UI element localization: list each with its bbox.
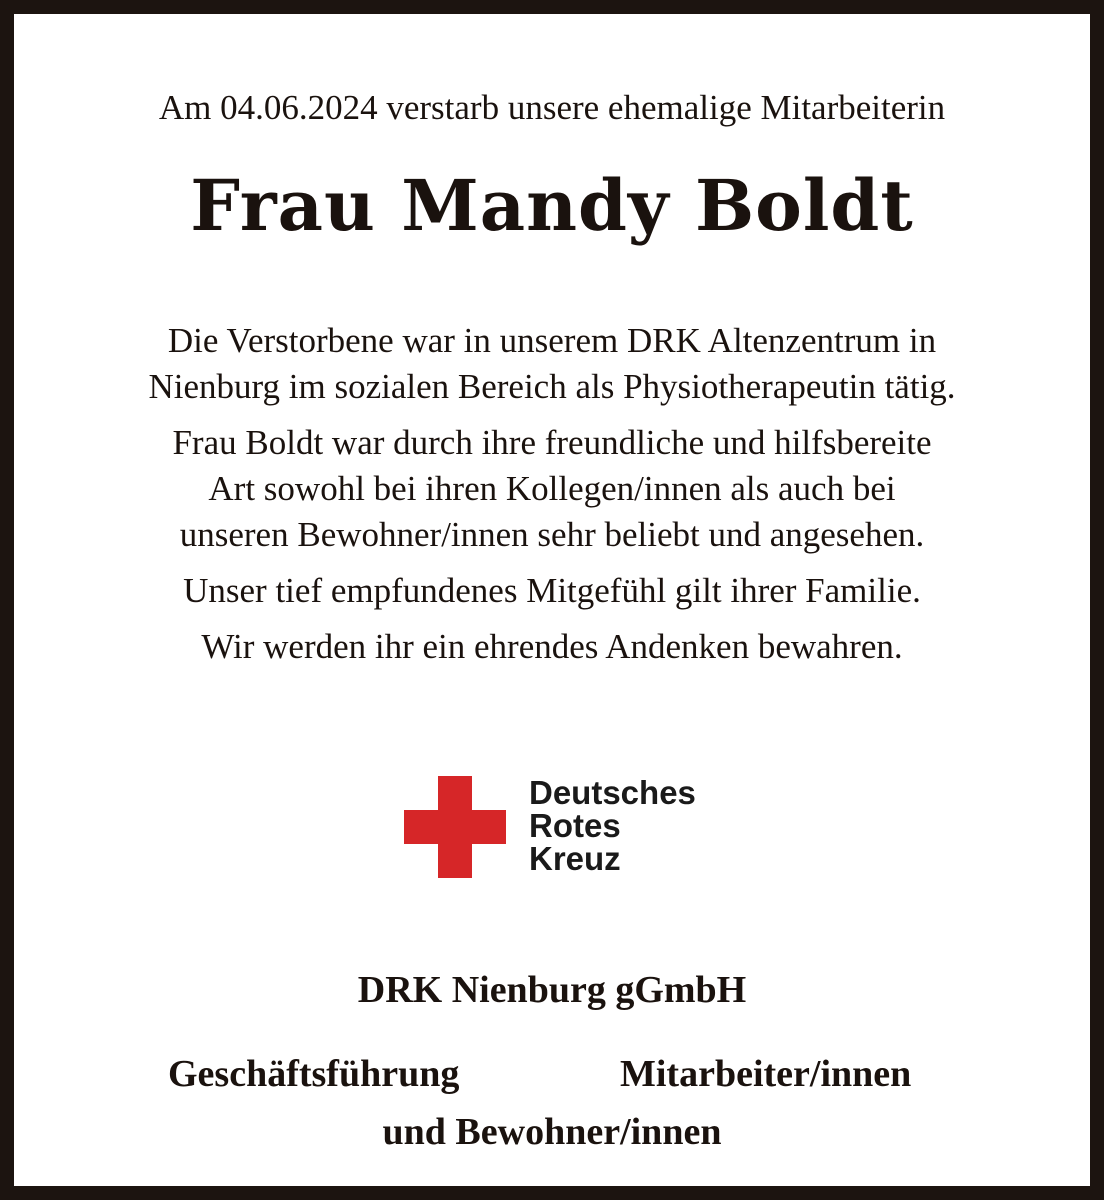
logo-word: Deutsches <box>529 774 696 811</box>
text-line: Die Verstorbene war in unserem DRK Altenzentrum in <box>167 321 937 360</box>
text-line: Wir werden ihr ein ehrendes Andenken bewahren. <box>201 627 903 666</box>
logo-wordmark <box>529 776 696 875</box>
paragraph-remembrance <box>44 624 1060 670</box>
signature-residents: und Bewohner/innen <box>382 1111 722 1153</box>
red-cross-icon <box>404 776 506 878</box>
logo-word: Kreuz <box>529 840 621 877</box>
text-line: Unser tief empfundenes Mitgefühl gilt ihrer Familie. <box>183 571 921 610</box>
signature-management: Geschäftsführung <box>168 1053 460 1095</box>
red-cross-logo <box>404 776 744 880</box>
paragraph-character <box>44 420 1060 558</box>
text-line: Nienburg im sozialen Bereich als Physiotherapeutin tätig. <box>148 367 956 406</box>
organization-name: DRK Nienburg gGmbH <box>357 969 747 1011</box>
intro-line: Am 04.06.2024 verstarb unsere ehemalige Mitarbeiterin <box>158 88 946 127</box>
paragraph-condolence <box>44 568 1060 614</box>
logo-word: Rotes <box>529 807 621 844</box>
text-line: unseren Bewohner/innen sehr beliebt und angesehen. <box>179 515 925 554</box>
text-line: Frau Boldt war durch ihre freundliche und hilfsbereite <box>172 423 932 462</box>
text-line: Art sowohl bei ihren Kollegen/innen als auch bei <box>208 469 896 508</box>
paragraph-workplace <box>44 318 1060 410</box>
deceased-name: Frau Mandy Boldt <box>190 164 914 247</box>
signature-staff: Mitarbeiter/innen <box>620 1053 912 1095</box>
notice-body <box>44 318 1060 680</box>
